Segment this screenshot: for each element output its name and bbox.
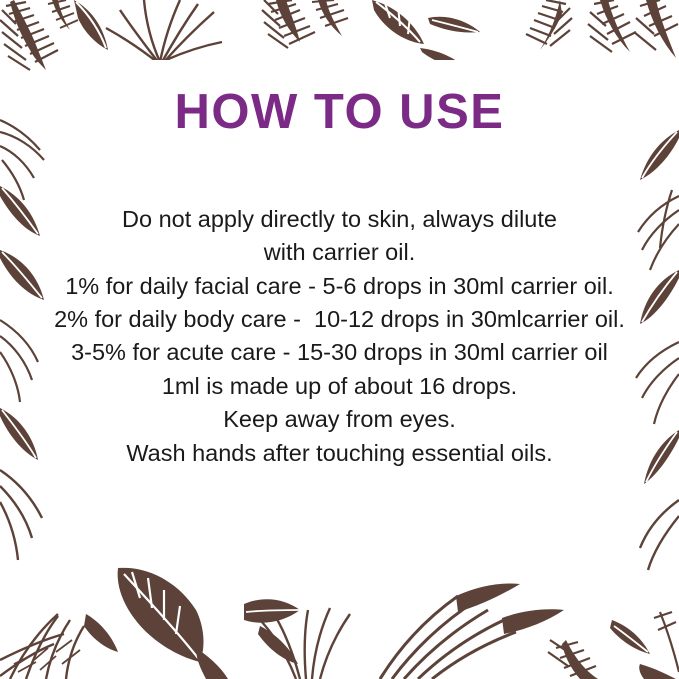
instruction-line: 1% for daily facial care - 5-6 drops in 30ml carrier oil. xyxy=(65,272,614,299)
instruction-line: Do not apply directly to skin, always dilute xyxy=(122,206,557,232)
instruction-line: 1ml is made up of about 16 drops. xyxy=(161,372,518,399)
instruction-line: Keep away from eyes. xyxy=(223,406,456,433)
instruction-line: Wash hands after touching essential oils. xyxy=(126,439,553,466)
instruction-line: with carrier oil. xyxy=(263,239,416,266)
instruction-line: 2% for daily body care - 10-12 drops in 30mlcarrier oil. xyxy=(54,306,625,333)
instruction-line: 3-5% for acute care - 15-30 drops in 30ml carrier oil xyxy=(71,339,608,366)
instructions-text xyxy=(40,203,640,470)
page-title: HOW TO USE xyxy=(174,85,505,139)
